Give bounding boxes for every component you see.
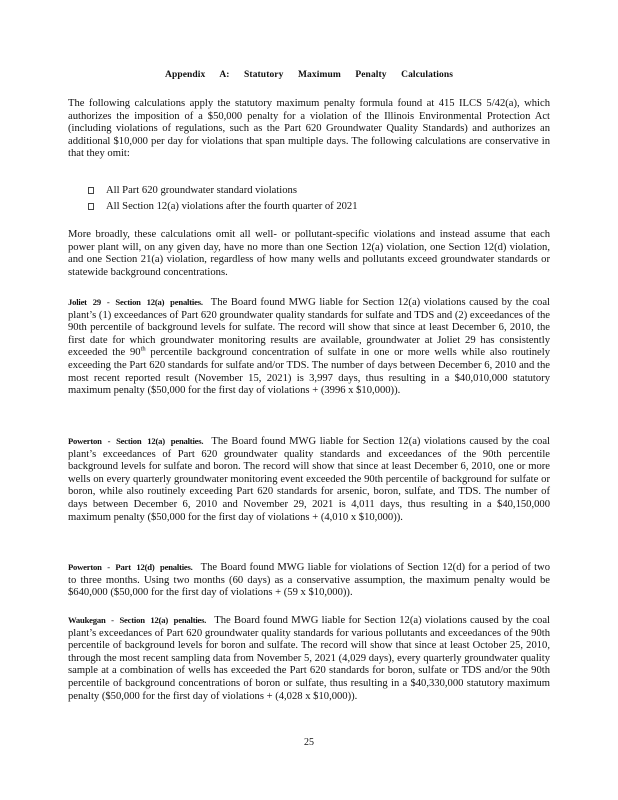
- powerton-12a-paragraph: [68, 435, 550, 524]
- powerton-12a-heading: Powerton - Section 12(a) penalties.: [68, 436, 204, 446]
- intro-paragraph: The following calculations apply the statutory maximum penalty formula found at 415 ILCS 5/42(a), which authorizes the imposition of a $50,000 penalty for a violation of the Illinois Environmental Protection Act (including violations of regulations, such as the Part 620 Groundwater Quality Standards) and authorizes an additional $10,000 per day for violations that span multiple days. The following calculations are conservative in that they omit:: [68, 98, 550, 160]
- joliet-heading: Joliet 29 - Section 12(a) penalties.: [68, 297, 203, 307]
- ordinal-suffix: th: [140, 345, 146, 353]
- waukegan-heading: Waukegan - Section 12(a) penalties.: [68, 615, 207, 625]
- powerton-12a-text: The Board found MWG liable for Section 12(a) violations caused by the coal plant’s exceedances of Part 620 groundwater quality standards and exceedances of the 90th percentile background levels for sulfate and boron. The record will show that since at least December 6, 2010, one or more wells on every quarterly groundwater monitoring event exceeded the 90th percentile of background for sulfate or boron, while also routinely exceeding Part 620 standards for arsenic, boron, sulfate, and TDS. The number of days between December 6, 2010 and November 29, 2021 is 4,011 days, thus resulting in a $40,150,000 maximum penalty ($50,000 for the first day of violations + (4,010 x $10,000)).: [68, 436, 550, 523]
- omission-text: All Part 620 groundwater standard violations: [106, 185, 297, 196]
- broadly-paragraph: More broadly, these calculations omit all well- or pollutant-specific violations and instead assume that each power plant will, on any given day, have no more than one Section 12(a) violation, one Section 12(d) violation, and one Section 21(a) violation, regardless of how many wells and pollutants exceed groundwater standards or statewide background concentrations.: [68, 229, 550, 278]
- joliet-text-continued: percentile background concentration of sulfate in one or more wells while also routinely exceeding the Part 620 standards for sulfate and/or TDS. The number of days between December 6, 2010 and the most recent reported result (November 15, 2021) is 3,997 days, thus resulting in a $40,010,000 statutory maximum penalty ($50,000 for the first day of violations + (3996 x $10,000)).: [68, 347, 550, 397]
- page-number: 25: [304, 737, 314, 748]
- bullet-icon: [88, 187, 94, 194]
- bullet-icon: [88, 203, 94, 210]
- powerton-12d-paragraph: [68, 561, 550, 600]
- joliet-text: The Board found MWG liable for Section 12(a) violations caused by the coal plant’s (1) exceedances of Part 620 groundwater quality standards for sulfate and TDS and (2) exceedances of the 90th percentile of background levels for sulfate. The record will show that since at least December 6, 2010, the first date for which groundwater monitoring results are available, groundwater at Joliet 29 has consistently exceeded the 90: [68, 297, 550, 359]
- omissions-list: [88, 183, 528, 215]
- waukegan-paragraph: [68, 614, 550, 703]
- list-item: [88, 199, 528, 215]
- omission-text: All Section 12(a) violations after the fourth quarter of 2021: [106, 201, 358, 212]
- powerton-12d-text: The Board found MWG liable for violations of Section 12(d) for a period of two to three months. Using two months (60 days) as a conservative assumption, the maximum penalty would be $640,000 ($50,000 for the first day of violations + (59 x $10,000)).: [68, 562, 550, 599]
- list-item: [88, 183, 528, 199]
- waukegan-text: The Board found MWG liable for Section 12(a) violations caused by the coal plant’s exceedances of Part 620 groundwater quality standards for various pollutants and exceedances of the 90th percentile of background levels for boron and sulfate. The record will show that since at least October 25, 2010, through the most recent sampling data from November 5, 2021 (4,029 days), every quarterly groundwater quality sample at a combination of wells has exceeded the Part 620 standards for boron, sulfate or TDS and/or the 90th percentile of background concentrations of boron or sulfate, thus resulting in a $40,330,000 statutory maximum penalty ($50,000 for the first day of violations + (4,028 x $10,000)).: [68, 615, 550, 702]
- powerton-12d-heading: Powerton - Part 12(d) penalties.: [68, 562, 193, 572]
- page-title: Appendix A: Statutory Maximum Penalty Calculations: [165, 70, 453, 80]
- joliet-paragraph: [68, 296, 550, 398]
